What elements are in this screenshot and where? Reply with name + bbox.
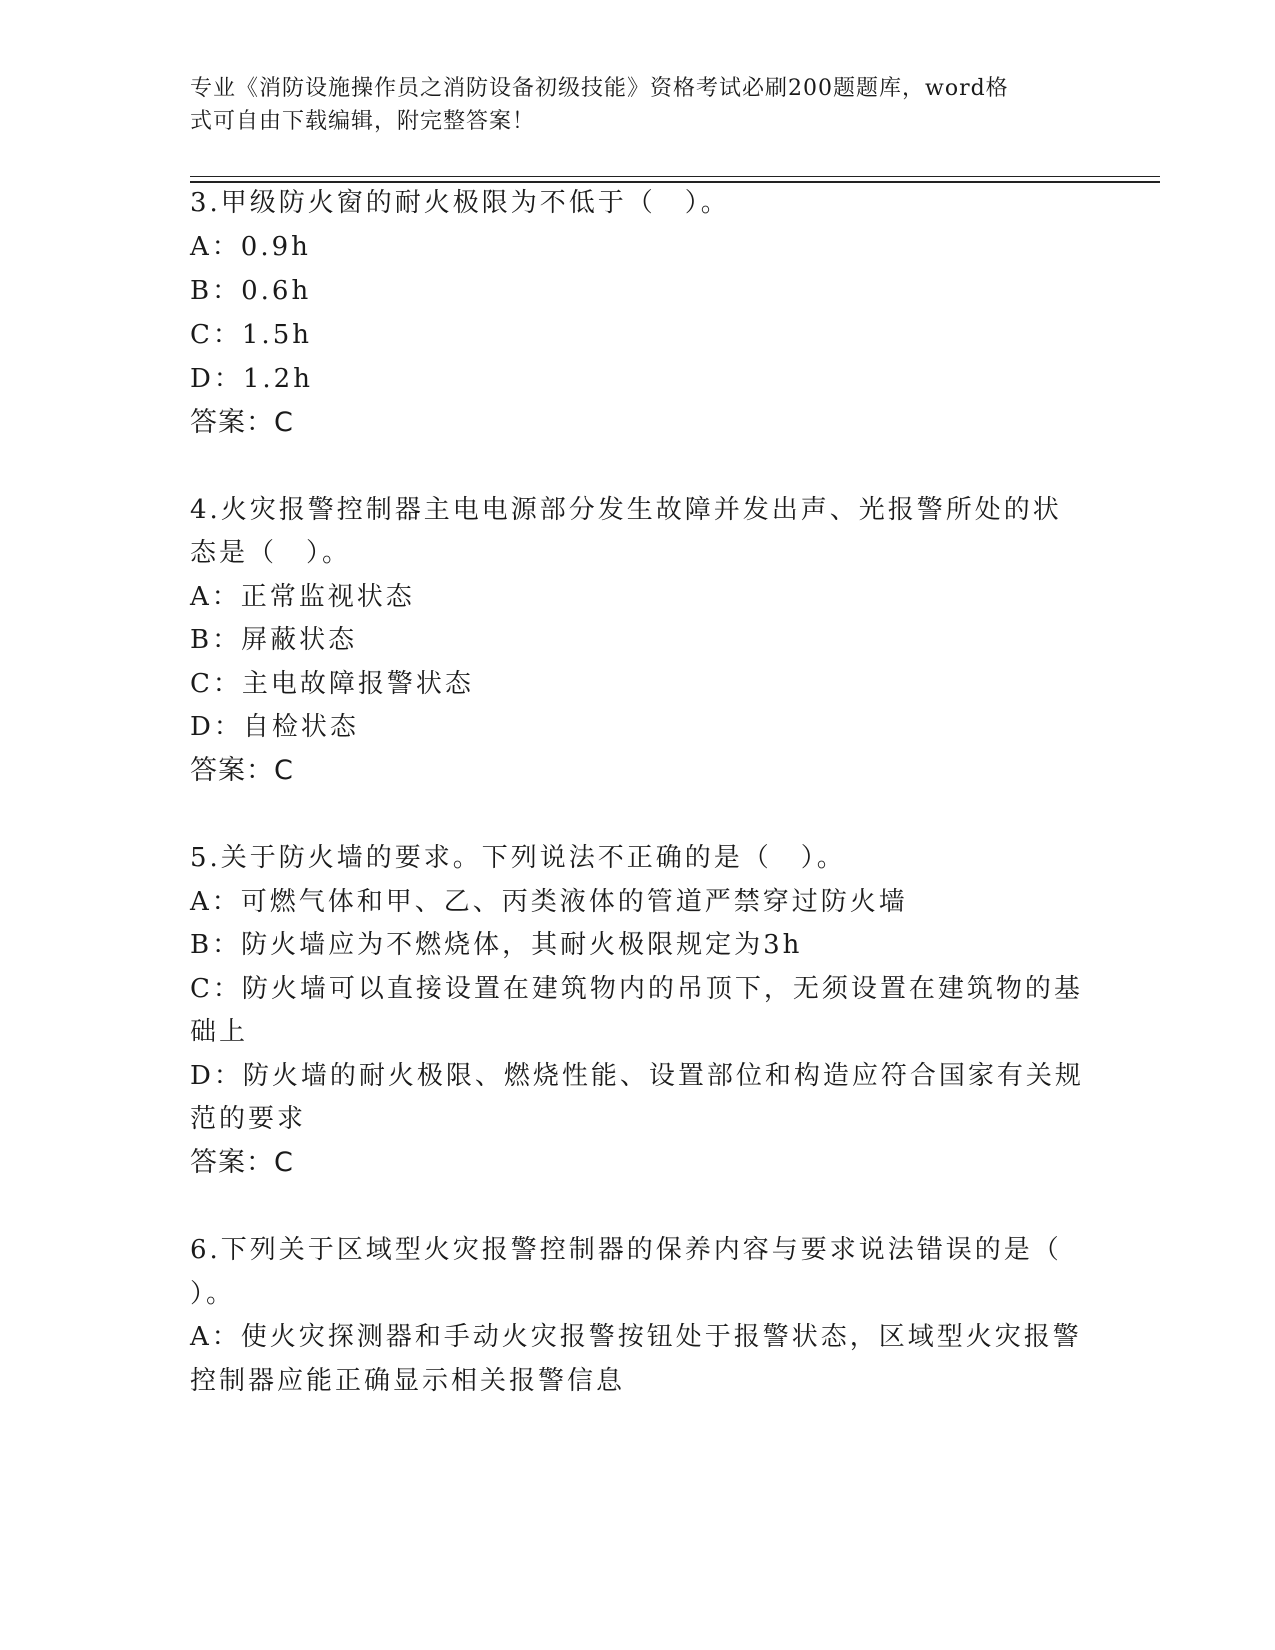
question-4-option-a: A：正常监视状态 (190, 582, 415, 612)
question-6-stem-line-2: ）。 (190, 1279, 236, 1309)
question-3-answer: 答案：C (190, 407, 294, 438)
question-5-option-d-line-1: D：防火墙的耐火极限、燃烧性能、设置部位和构造应符合国家有关规 (190, 1061, 1084, 1091)
question-3-stem: 3.甲级防火窗的耐火极限为不低于（ ）。 (190, 188, 730, 218)
question-5-option-a: A：可燃气体和甲、乙、丙类液体的管道严禁穿过防火墙 (190, 887, 908, 917)
question-5-option-b: B：防火墙应为不燃烧体，其耐火极限规定为3h (190, 930, 803, 960)
document-title (190, 72, 1070, 138)
question-4-option-b: B：屏蔽状态 (190, 625, 358, 655)
question-5-stem: 5.关于防火墙的要求。下列说法不正确的是（ ）。 (190, 843, 846, 873)
question-6-stem-line-1: 6.下列关于区域型火灾报警控制器的保养内容与要求说法错误的是（ (190, 1235, 1062, 1265)
question-6-option-a-line-2: 控制器应能正确显示相关报警信息 (190, 1366, 626, 1396)
question-5-option-c-line-2: 础上 (190, 1017, 249, 1047)
title-line-2: 式可自由下载编辑，附完整答案！ (190, 109, 536, 134)
question-5-option-d-line-2: 范的要求 (190, 1104, 307, 1134)
question-3-option-c: C：1.5h (190, 320, 312, 350)
question-3-option-a: A：0.9h (190, 232, 311, 262)
question-4-stem-line-1: 4.火灾报警控制器主电电源部分发生故障并发出声、光报警所处的状 (190, 495, 1062, 525)
question-6-option-a-line-1: A：使火灾探测器和手动火灾报警按钮处于报警状态，区域型火灾报警 (190, 1322, 1082, 1352)
question-3-option-d: D：1.2h (190, 364, 313, 394)
question-3-option-b: B：0.6h (190, 276, 312, 306)
question-5-answer: 答案：C (190, 1147, 294, 1178)
header-divider-thin (190, 176, 1160, 177)
question-4-answer: 答案：C (190, 755, 294, 786)
question-4-option-c: C：主电故障报警状态 (190, 669, 474, 699)
question-5-option-c-line-1: C：防火墙可以直接设置在建筑物内的吊顶下，无须设置在建筑物的基 (190, 974, 1083, 1004)
question-4-stem-line-2: 态是（ ）。 (190, 538, 352, 568)
header-divider-thick (190, 181, 1160, 183)
title-line-1: 专业《消防设施操作员之消防设备初级技能》资格考试必刷200题题库，word格 (190, 76, 1009, 101)
question-4-option-d: D：自检状态 (190, 712, 359, 742)
